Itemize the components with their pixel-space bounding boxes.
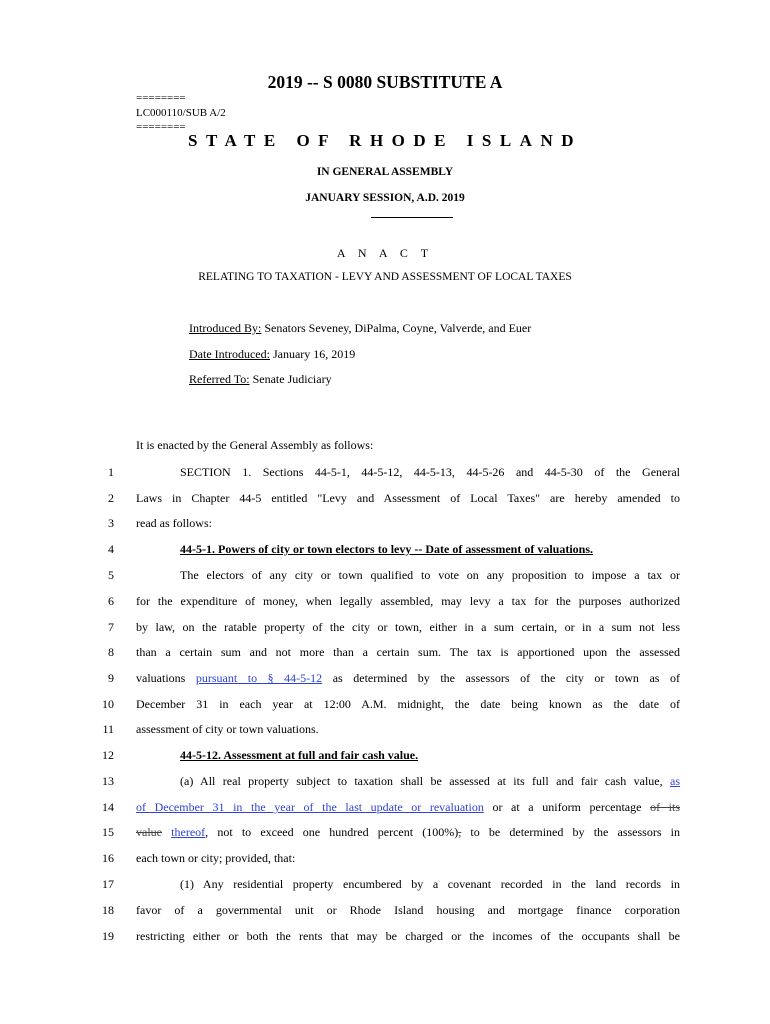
- inserted-text: as: [670, 774, 680, 788]
- introduced-label: Introduced By:: [189, 321, 262, 335]
- body-line: read as follows:: [136, 516, 212, 530]
- line-text: or at a uniform percentage: [483, 800, 651, 814]
- line-number: 18: [102, 903, 114, 917]
- line-number: 5: [108, 568, 114, 582]
- session-heading: JANUARY SESSION, A.D. 2019: [305, 192, 465, 204]
- line-number: 13: [102, 774, 114, 788]
- line-text: as determined by the assessors of the city or town as of: [322, 671, 680, 685]
- body-line: each town or city; provided, that:: [136, 851, 296, 865]
- inserted-text: pursuant to § 44-5-12: [195, 671, 323, 685]
- line-number: 7: [108, 620, 114, 634]
- deleted-text: of its: [650, 800, 680, 814]
- line-number: 16: [102, 851, 114, 865]
- body-line: than a certain sum and not more than a certain sum. The tax is apportioned upon the assessed: [136, 645, 680, 659]
- line-text: valuations: [136, 671, 196, 685]
- introduced-by: [189, 321, 531, 336]
- introduced-value: Senators Seveney, DiPalma, Coyne, Valverde, and Euer: [261, 321, 532, 335]
- divider: [371, 217, 453, 218]
- body-line: [136, 825, 680, 840]
- body-line: (1) Any residential property encumbered by a covenant recorded in the land records in: [180, 877, 680, 891]
- line-number: 2: [108, 491, 114, 505]
- body-line: The electors of any city or town qualified to vote on any proposition to impose a tax or: [180, 568, 680, 582]
- separator-top: ========: [136, 92, 186, 104]
- body-line: assessment of city or town valuations.: [136, 722, 319, 736]
- line-number: 19: [102, 929, 114, 943]
- section-heading-text: 44-5-12. Assessment at full and fair cash value.: [180, 748, 419, 762]
- inserted-text: thereof: [171, 825, 206, 839]
- lc-code: LC000110/SUB A/2: [136, 107, 226, 119]
- line-number: 1: [108, 465, 114, 479]
- state-heading: STATE OF RHODE ISLAND: [187, 131, 583, 150]
- section-heading: [180, 748, 680, 763]
- line-number: 17: [102, 877, 114, 891]
- line-number: 14: [102, 800, 114, 814]
- bill-title: 2019 -- S 0080 SUBSTITUTE A: [267, 72, 503, 92]
- referred-value: Senate Judiciary: [249, 372, 332, 386]
- referred-to: [189, 372, 332, 387]
- body-line: restricting either or both the rents that may be charged or the incomes of the occupants shall be: [136, 929, 680, 943]
- section-heading-text: 44-5-1. Powers of city or town electors to levy -- Date of assessment of valuations.: [180, 542, 594, 556]
- line-number: 15: [102, 825, 114, 839]
- relating-heading: RELATING TO TAXATION - LEVY AND ASSESSMENT OF LOCAL TAXES: [198, 271, 572, 283]
- body-line: [180, 774, 680, 789]
- separator-bottom: ========: [136, 121, 186, 133]
- line-number: 11: [102, 722, 114, 736]
- line-number: 6: [108, 594, 114, 608]
- line-text: , not to exceed one hundred percent (100%): [205, 825, 459, 839]
- act-heading: A N A C T: [336, 246, 434, 260]
- body-line: [136, 671, 680, 686]
- line-number: 8: [108, 645, 114, 659]
- line-number: 9: [108, 671, 114, 685]
- line-text: [162, 825, 171, 839]
- body-line: favor of a governmental unit or Rhode Island housing and mortgage finance corporation: [136, 903, 680, 917]
- line-number: 12: [102, 748, 114, 762]
- date-introduced: [189, 347, 355, 362]
- body-line: [136, 800, 680, 815]
- line-number: 3: [108, 516, 114, 530]
- body-line: December 31 in each year at 12:00 A.M. midnight, the date being known as the date of: [136, 697, 680, 711]
- date-label: Date Introduced:: [189, 347, 270, 361]
- body-line: for the expenditure of money, when legally assembled, may levy a tax for the purposes authorized: [136, 594, 680, 608]
- referred-label: Referred To:: [189, 372, 250, 386]
- enacting-clause: It is enacted by the General Assembly as follows:: [136, 438, 374, 452]
- line-text: (a) All real property subject to taxation shall be assessed at its full and fair cash value,: [180, 774, 670, 788]
- body-line: by law, on the ratable property of the city or town, either in a sum certain, or in a sum not less: [136, 620, 680, 634]
- date-value: January 16, 2019: [269, 347, 356, 361]
- body-line: Laws in Chapter 44-5 entitled "Levy and Assessment of Local Taxes" are hereby amended to: [136, 491, 680, 505]
- line-number: 10: [102, 697, 114, 711]
- line-number: 4: [108, 542, 114, 556]
- assembly-heading: IN GENERAL ASSEMBLY: [316, 166, 454, 178]
- body-line: SECTION 1. Sections 44-5-1, 44-5-12, 44-5-13, 44-5-26 and 44-5-30 of the General: [180, 465, 680, 479]
- inserted-text: of December 31 in the year of the last update or revaluation: [136, 800, 484, 814]
- deleted-text: ,: [458, 825, 462, 839]
- line-text: to be determined by the assessors in: [461, 825, 681, 839]
- deleted-text: value: [136, 825, 162, 839]
- section-heading: [180, 542, 680, 557]
